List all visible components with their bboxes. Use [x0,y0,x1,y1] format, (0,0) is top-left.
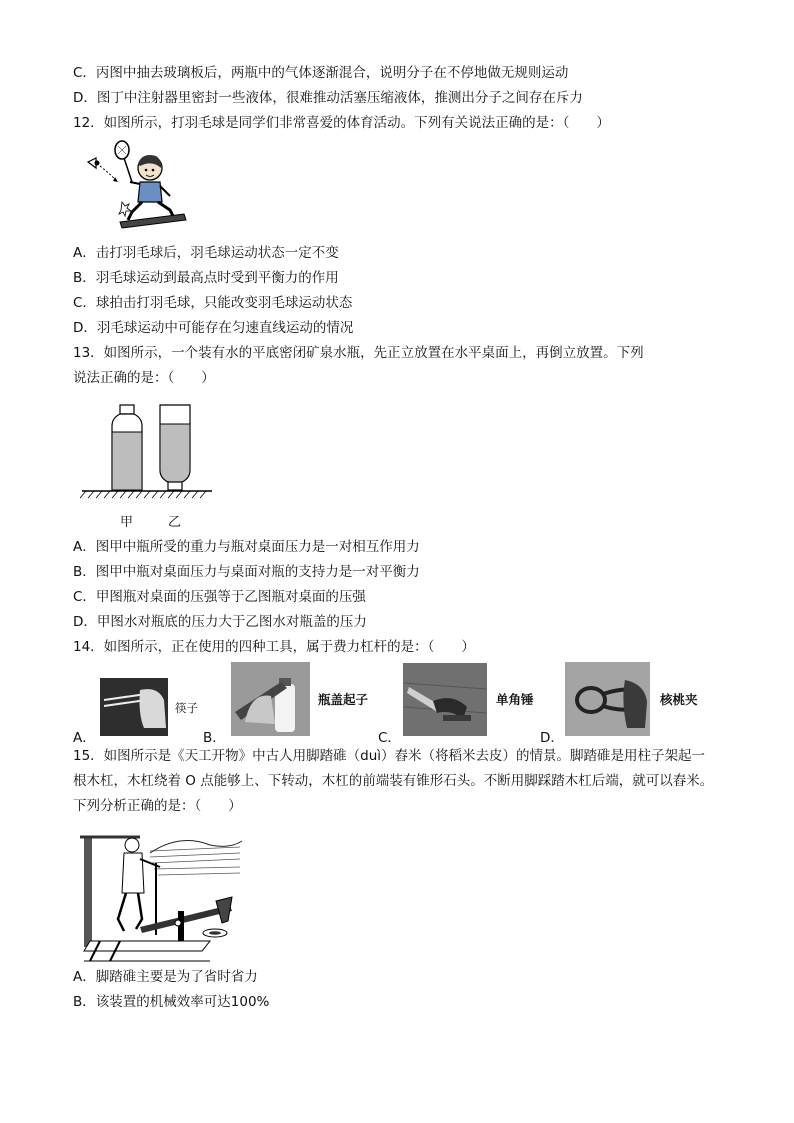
walnut-cracker-photo [565,662,650,736]
q14-letter-c: C． [378,730,401,746]
q15-stem-line1: 15．如图所示是《天工开物》中古人用脚踏碓（duì）舂米（将稻米去皮）的情景。脚踏碓是用柱子架起一 [73,748,706,764]
q15-stem-line2: 根木杠，木杠绕着 O 点能够上、下转动，木杠的前端装有锥形石头。不断用脚踩踏木杠后端，就可以舂米。 [73,773,714,789]
q15-stem-line3: 下列分析正确的是：（ ） [73,798,242,814]
q12-option-d: D．羽毛球运动中可能存在匀速直线运动的情况 [73,320,354,336]
q14-letter-b: B． [203,730,226,746]
q13-stem-line1: 13．如图所示，一个装有水的平底密闭矿泉水瓶，先正立放置在水平桌面上，再倒立放置。下列 [73,345,644,361]
q15-option-b: B．该装置的机械效率可达100% [73,994,270,1010]
q13-option-b: B．图甲中瓶对桌面压力与桌面对瓶的支持力是一对平衡力 [73,564,420,580]
q13-stem-line2: 说法正确的是：（ ） [73,370,215,386]
q14-letter-d: D． [540,730,564,746]
q12-option-a: A．击打羽毛球后，羽毛球运动状态一定不变 [73,245,339,261]
q13-option-d: D．甲图水对瓶底的压力大于乙图水对瓶盖的压力 [73,614,367,630]
q11-option-d: D．图丁中注射器里密封一些液体，很难推动活塞压缩液体，推测出分子之间存在斥力 [73,90,583,106]
q12-option-c: C．球拍击打羽毛球，只能改变羽毛球运动状态 [73,295,353,311]
hammer-photo [403,663,487,736]
tool-label-chopsticks: 筷子 [175,701,198,715]
treadle-pounder-figure [80,823,245,963]
q14-letter-a: A． [73,730,96,746]
q13-option-a: A．图甲中瓶所受的重力与瓶对桌面压力是一对相互作用力 [73,539,420,555]
tool-label-walnut-cracker: 核桃夹 [660,692,698,707]
badminton-player-figure [80,140,190,235]
q11-option-c: C．丙图中抽去玻璃板后，两瓶中的气体逐渐混合，说明分子在不停地做无规则运动 [73,65,569,81]
bottle-label-yi: 乙 [168,515,182,530]
bottles-figure [80,400,215,505]
q14-stem: 14．如图所示，正在使用的四种工具，属于费力杠杆的是：（ ） [73,639,475,655]
q12-stem: 12．如图所示，打羽毛球是同学们非常喜爱的体育活动。下列有关说法正确的是：（ ） [73,115,610,131]
q15-option-a: A．脚踏碓主要是为了省时省力 [73,969,258,985]
q12-option-b: B．羽毛球运动到最高点时受到平衡力的作用 [73,270,339,286]
tool-label-hammer: 单角锤 [496,692,534,707]
bottle-opener-photo [231,662,310,736]
chopsticks-photo [100,678,168,736]
tool-label-bottle-opener: 瓶盖起子 [318,692,369,707]
bottle-label-jia: 甲 [120,515,134,530]
q13-option-c: C．甲图瓶对桌面的压强等于乙图瓶对桌面的压强 [73,589,366,605]
